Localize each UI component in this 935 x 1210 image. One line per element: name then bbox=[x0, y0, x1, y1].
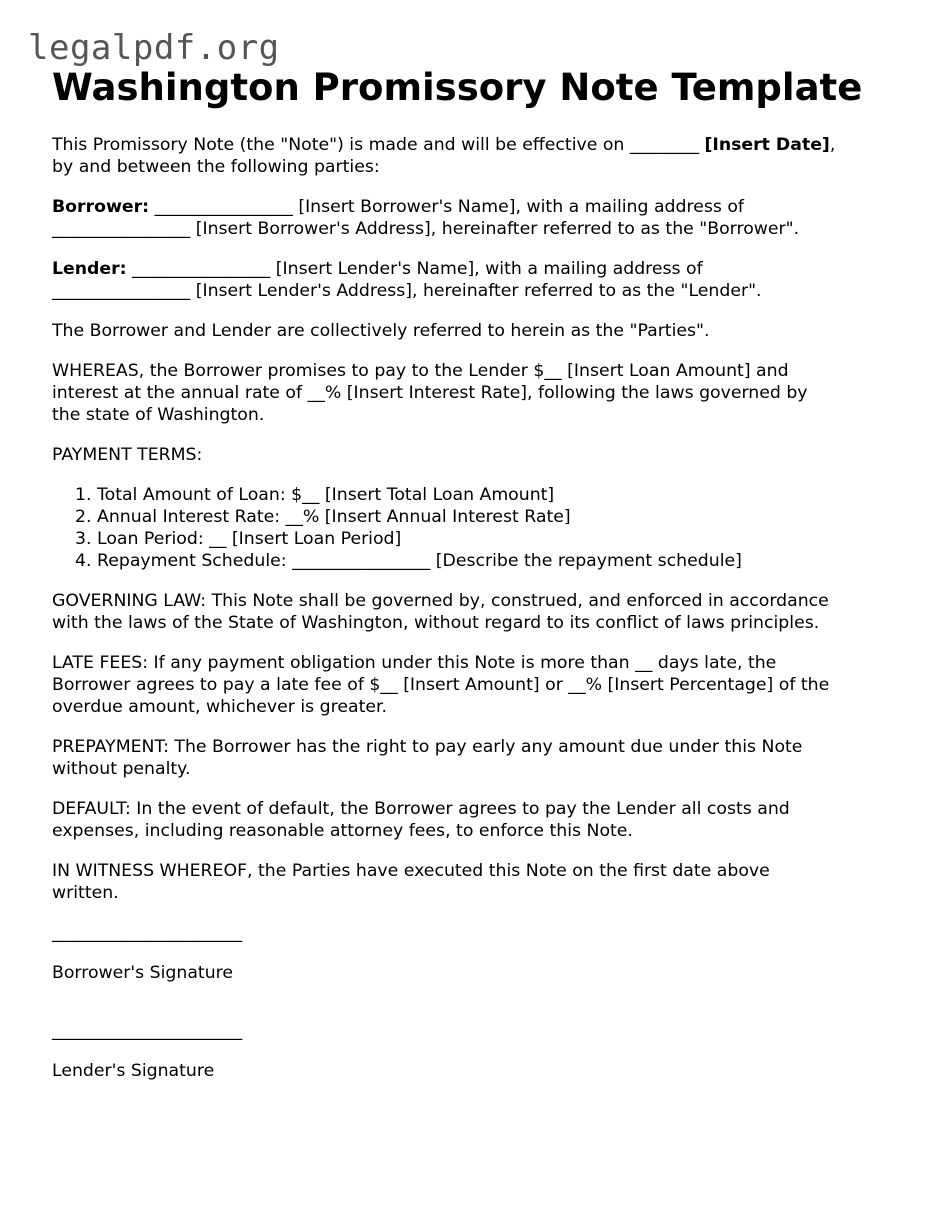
default-line-2: expenses, including reasonable attorney fees, to enforce this Note. bbox=[52, 821, 633, 841]
late-fees-paragraph bbox=[52, 652, 892, 718]
list-item: 2. Annual Interest Rate: __% [Insert Annual Interest Rate] bbox=[97, 506, 892, 528]
witness-paragraph bbox=[52, 860, 892, 904]
lender-signature-line: ______________________ bbox=[52, 1021, 243, 1041]
page-title: Washington Promissory Note Template bbox=[52, 66, 863, 109]
prepayment-line-1: PREPAYMENT: The Borrower has the right to pay early any amount due under this Note bbox=[52, 737, 803, 757]
borrower-signature-line: ______________________ bbox=[52, 923, 243, 943]
lender-paragraph bbox=[52, 258, 892, 302]
intro-comma: , bbox=[829, 135, 836, 155]
borrower-line-1 bbox=[52, 196, 892, 218]
borrower-label: Borrower: bbox=[52, 197, 150, 217]
whereas-paragraph bbox=[52, 360, 892, 426]
document bbox=[52, 66, 892, 1100]
prepayment-line-2: without penalty. bbox=[52, 759, 191, 779]
default-paragraph bbox=[52, 798, 892, 842]
late-fees-line-3: overdue amount, whichever is greater. bbox=[52, 697, 388, 717]
witness-line-1: IN WITNESS WHEREOF, the Parties have executed this Note on the first date above bbox=[52, 861, 770, 881]
governing-law-line-1: GOVERNING LAW: This Note shall be governed by, construed, and enforced in accordance bbox=[52, 591, 829, 611]
default-line-1: DEFAULT: In the event of default, the Borrower agrees to pay the Lender all costs and bbox=[52, 799, 790, 819]
late-fees-line-2: Borrower agrees to pay a late fee of $__ [Insert Amount] or __% [Insert Percentage] of the bbox=[52, 675, 830, 695]
governing-law-line-2: with the laws of the State of Washington, without regard to its conflict of laws principles. bbox=[52, 613, 820, 633]
intro-line-1 bbox=[52, 134, 892, 156]
witness-line-2: written. bbox=[52, 883, 119, 903]
whereas-line-2: interest at the annual rate of __% [Insert Interest Rate], following the laws governed by bbox=[52, 383, 808, 403]
parties-paragraph bbox=[52, 320, 892, 342]
prepayment-paragraph bbox=[52, 736, 892, 780]
lender-label: Lender: bbox=[52, 259, 127, 279]
borrower-line-2: ________________ [Insert Borrower's Address], hereinafter referred to as the "Borrower". bbox=[52, 219, 800, 239]
insert-date-placeholder: [Insert Date] bbox=[704, 135, 830, 155]
borrower-name-text: ________________ [Insert Borrower's Name], with a mailing address of bbox=[149, 197, 745, 217]
list-item: 1. Total Amount of Loan: $__ [Insert Total Loan Amount] bbox=[97, 484, 892, 506]
whereas-line-3: the state of Washington. bbox=[52, 405, 265, 425]
list-item: 3. Loan Period: __ [Insert Loan Period] bbox=[97, 528, 892, 550]
lender-name-text: ________________ [Insert Lender's Name], with a mailing address of bbox=[126, 259, 703, 279]
intro-paragraph bbox=[52, 134, 892, 178]
list-item: 4. Repayment Schedule: ________________ [Describe the repayment schedule] bbox=[97, 550, 892, 572]
parties-text: The Borrower and Lender are collectively referred to herein as the "Parties". bbox=[52, 321, 710, 341]
intro-line-2: by and between the following parties: bbox=[52, 157, 380, 177]
lender-signature-label: Lender's Signature bbox=[52, 1061, 215, 1081]
lender-line-2: ________________ [Insert Lender's Address], hereinafter referred to as the "Lender". bbox=[52, 281, 762, 301]
watermark: legalpdf.org bbox=[28, 28, 280, 68]
lender-line-1 bbox=[52, 258, 892, 280]
intro-text: This Promissory Note (the "Note") is made and will be effective on ________ bbox=[52, 135, 705, 155]
governing-law-paragraph bbox=[52, 590, 892, 634]
late-fees-line-1: LATE FEES: If any payment obligation under this Note is more than __ days late, the bbox=[52, 653, 777, 673]
payment-terms-list bbox=[52, 484, 892, 572]
borrower-paragraph bbox=[52, 196, 892, 240]
borrower-signature-label: Borrower's Signature bbox=[52, 963, 234, 983]
payment-terms-heading: PAYMENT TERMS: bbox=[52, 445, 203, 465]
whereas-line-1: WHEREAS, the Borrower promises to pay to the Lender $__ [Insert Loan Amount] and bbox=[52, 361, 789, 381]
